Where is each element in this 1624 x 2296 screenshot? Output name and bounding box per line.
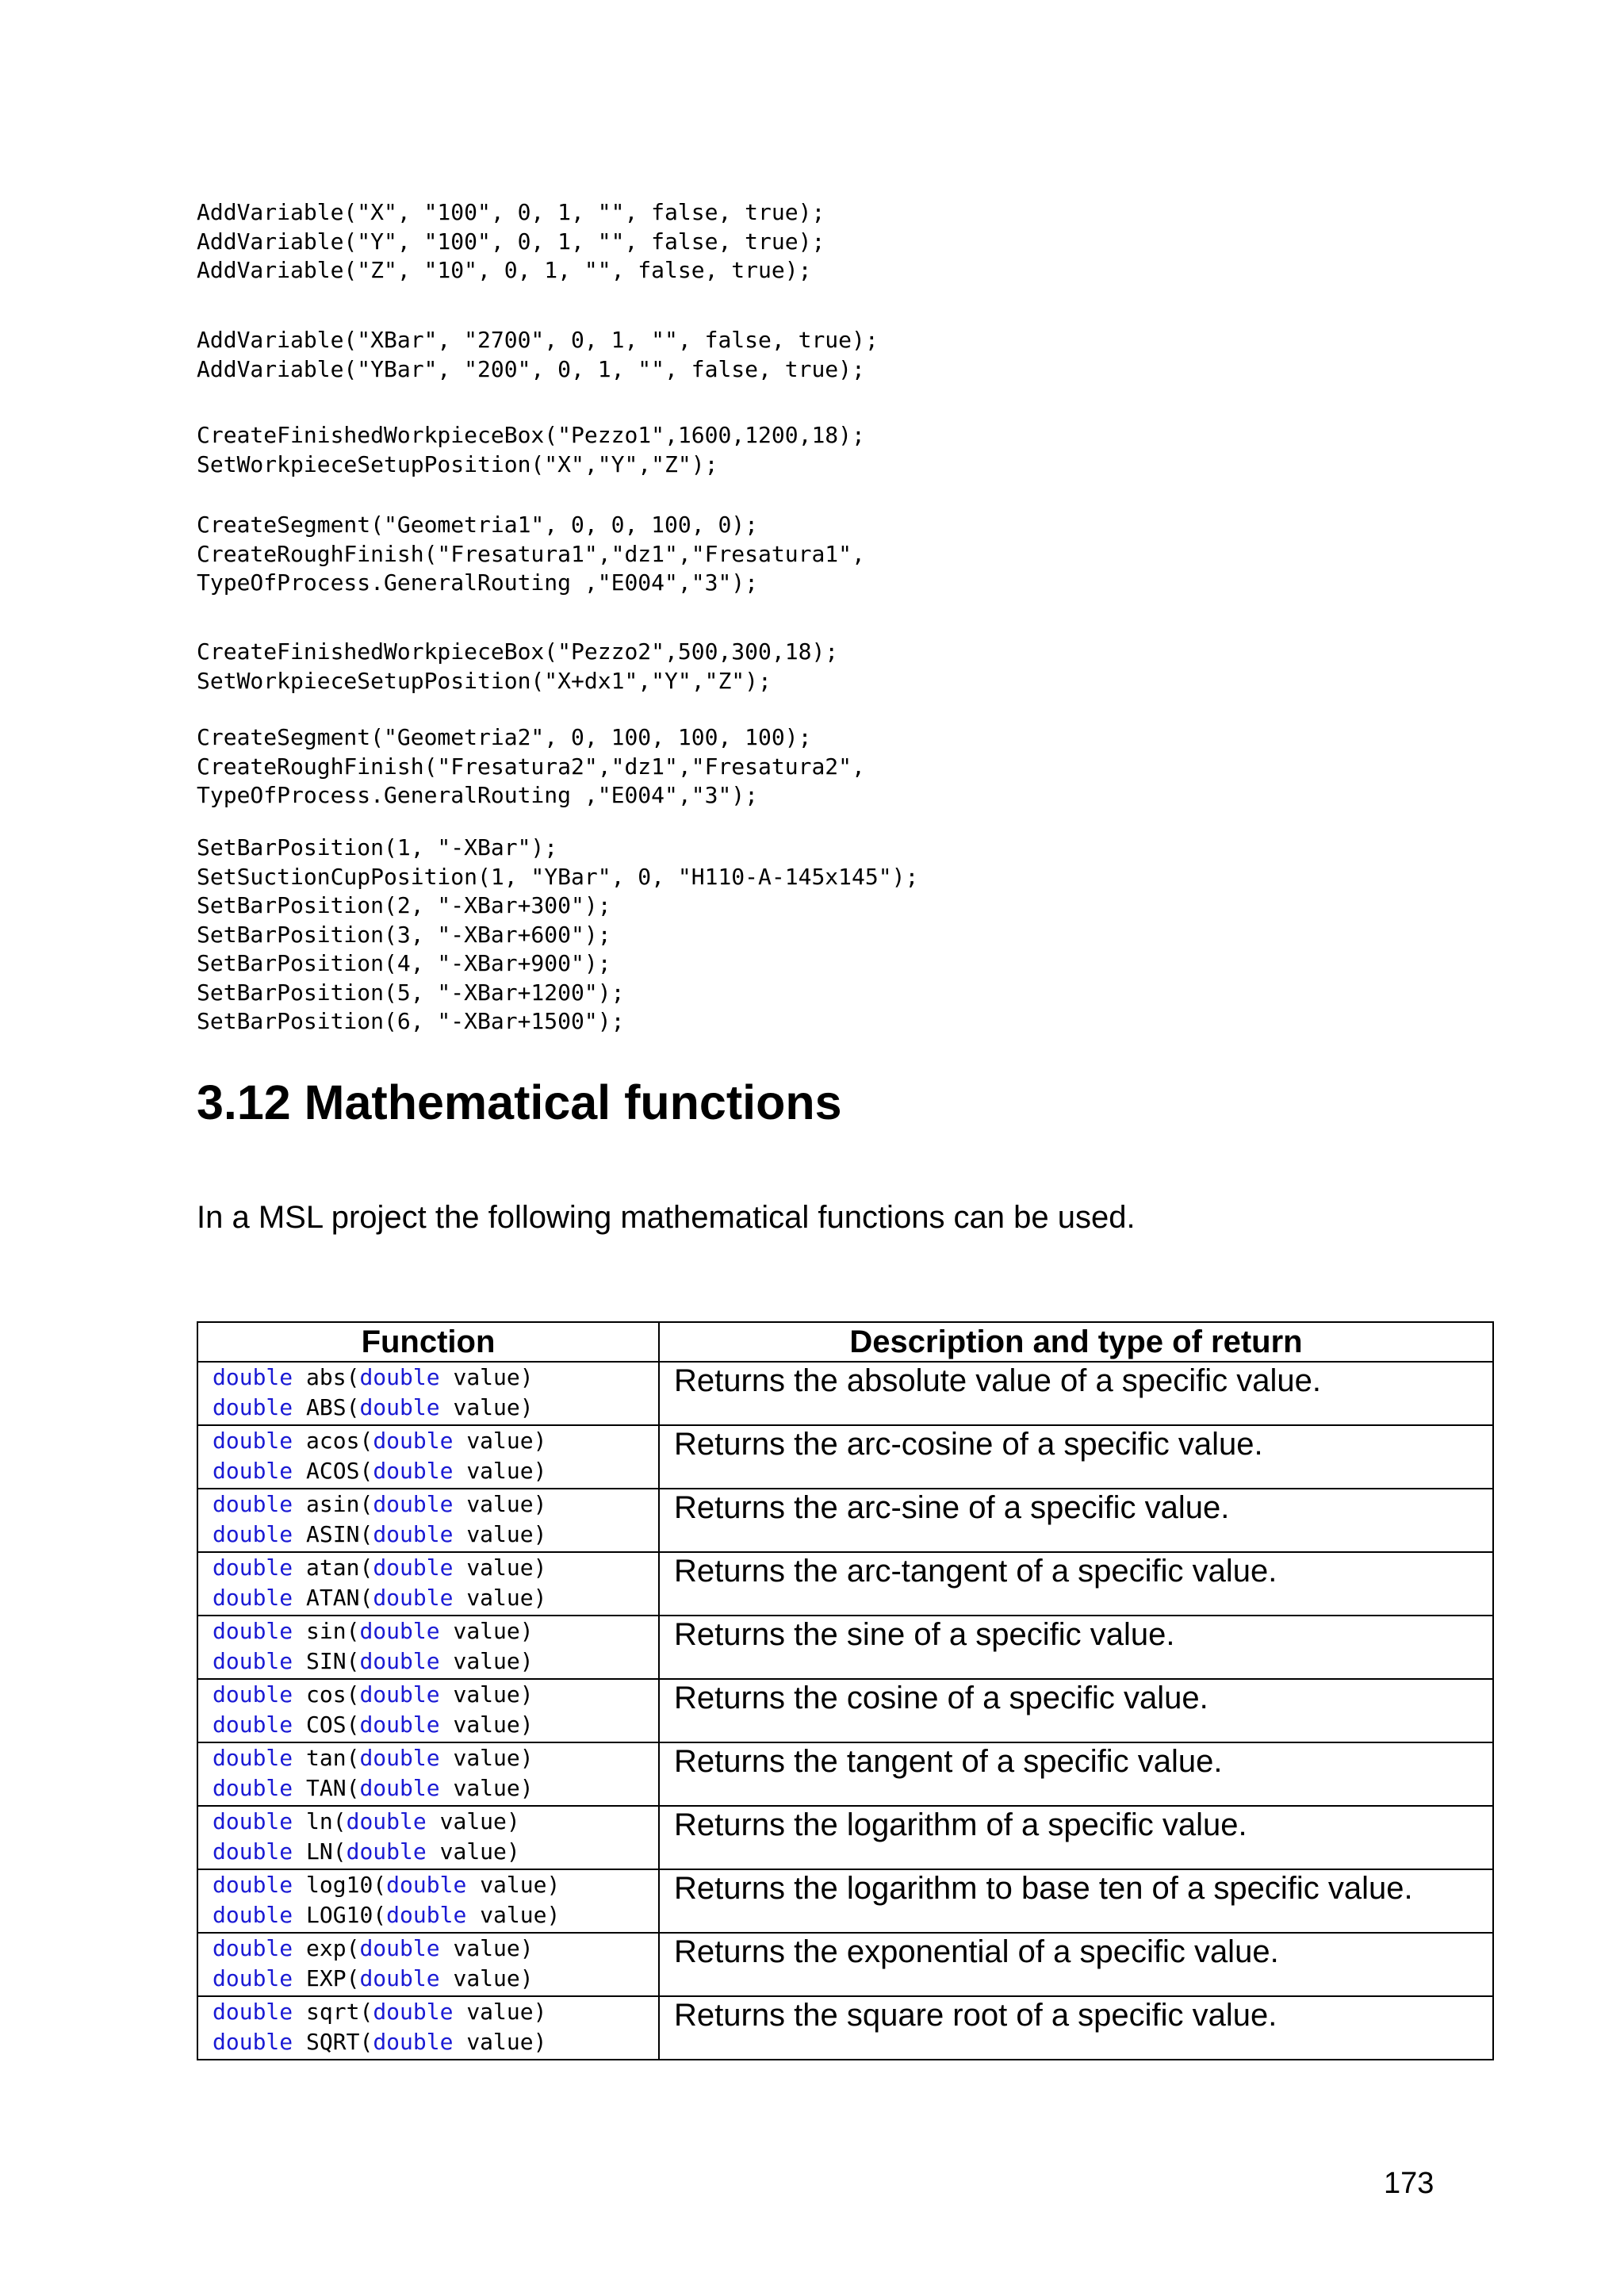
param-type-keyword: double [346,1808,427,1834]
function-signature [213,1997,658,2027]
param-name: value) [466,1999,547,2025]
param-name: value) [453,1965,534,1991]
function-name: acos( [306,1428,373,1454]
function-name: tan( [306,1745,360,1771]
function-signatures [197,1552,659,1616]
param-type-keyword: double [359,1618,440,1644]
code-block [197,198,825,286]
code-block [197,421,865,479]
function-signatures [197,1489,659,1552]
param-type-keyword: double [373,1458,454,1484]
code-line: AddVariable("XBar", "2700", 0, 1, "", false, true); [197,327,879,353]
return-type-keyword: double [213,1648,293,1674]
function-name: ln( [306,1808,347,1834]
code-line: CreateRoughFinish("Fresatura1","dz1","Fresatura1", [197,540,865,567]
function-description: Returns the absolute value of a specific value. [659,1362,1493,1425]
function-signature [213,1837,658,1867]
function-signature [213,1456,658,1486]
function-description: Returns the exponential of a specific value. [659,1933,1493,1996]
function-signatures [197,1869,659,1933]
return-type-keyword: double [213,1999,293,2025]
section-intro: In a MSL project the following mathematical functions can be used. [197,1200,1136,1235]
function-description: Returns the tangent of a specific value. [659,1742,1493,1806]
function-name: asin( [306,1491,373,1517]
code-line: SetBarPosition(4, "-XBar+900"); [197,950,611,976]
return-type-keyword: double [213,1554,293,1581]
code-line: SetSuctionCupPosition(1, "YBar", 0, "H110-A-145x145"); [197,863,919,890]
param-name: value) [466,2029,547,2055]
return-type-keyword: double [213,1491,293,1517]
function-name: ASIN( [306,1521,373,1547]
function-signature [213,1934,658,1964]
page-number: 173 [1384,2167,1434,2200]
return-type-keyword: double [213,1775,293,1801]
param-type-keyword: double [346,1838,427,1865]
function-signatures [197,1425,659,1489]
param-type-keyword: double [373,1554,454,1581]
param-type-keyword: double [359,1711,440,1738]
param-type-keyword: double [373,1585,454,1611]
param-type-keyword: double [373,1428,454,1454]
function-signature [213,1520,658,1550]
function-signatures [197,1996,659,2060]
param-type-keyword: double [373,1521,454,1547]
code-block [197,326,879,384]
function-name: ABS( [306,1394,360,1420]
param-name: value) [480,1902,561,1928]
function-name: sin( [306,1618,360,1644]
param-name: value) [466,1585,547,1611]
return-type-keyword: double [213,2029,293,2055]
table-row [197,1362,1493,1425]
table-row [197,1425,1493,1489]
return-type-keyword: double [213,1394,293,1420]
function-name: atan( [306,1554,373,1581]
param-name: value) [466,1491,547,1517]
return-type-keyword: double [213,1935,293,1961]
return-type-keyword: double [213,1711,293,1738]
function-name: LOG10( [306,1902,387,1928]
function-description: Returns the cosine of a specific value. [659,1679,1493,1742]
code-block [197,723,865,811]
code-line: SetWorkpieceSetupPosition("X","Y","Z"); [197,450,718,477]
code-block [197,511,865,598]
return-type-keyword: double [213,1745,293,1771]
return-type-keyword: double [213,1364,293,1390]
code-line: AddVariable("Z", "10", 0, 1, "", false, true); [197,257,812,283]
return-type-keyword: double [213,1585,293,1611]
return-type-keyword: double [213,1872,293,1898]
table-row [197,1933,1493,1996]
param-name: value) [453,1394,534,1420]
param-type-keyword: double [359,1681,440,1708]
function-description: Returns the arc-cosine of a specific value. [659,1425,1493,1489]
code-line: SetWorkpieceSetupPosition("X+dx1","Y","Z"); [197,667,772,694]
function-signature [213,1710,658,1740]
function-signature [213,1393,658,1423]
function-signature [213,1870,658,1900]
function-description: Returns the logarithm of a specific value. [659,1806,1493,1869]
function-name: COS( [306,1711,360,1738]
param-type-keyword: double [373,1999,454,2025]
table-row [197,1679,1493,1742]
function-name: LN( [306,1838,347,1865]
return-type-keyword: double [213,1965,293,1991]
param-name: value) [466,1458,547,1484]
function-name: sqrt( [306,1999,373,2025]
return-type-keyword: double [213,1521,293,1547]
function-name: abs( [306,1364,360,1390]
code-line: CreateFinishedWorkpieceBox("Pezzo1",1600,1200,18); [197,422,865,448]
return-type-keyword: double [213,1808,293,1834]
function-signature [213,1489,658,1520]
function-name: ATAN( [306,1585,373,1611]
param-name: value) [453,1364,534,1390]
table-row [197,1996,1493,2060]
param-name: value) [453,1745,534,1771]
param-name: value) [439,1838,520,1865]
header-description: Description and type of return [659,1322,1493,1362]
param-name: value) [453,1681,534,1708]
function-signatures [197,1806,659,1869]
param-name: value) [480,1872,561,1898]
table-row [197,1806,1493,1869]
param-name: value) [466,1554,547,1581]
param-type-keyword: double [359,1648,440,1674]
function-name: exp( [306,1935,360,1961]
function-name: ACOS( [306,1458,373,1484]
param-type-keyword: double [373,1491,454,1517]
param-name: value) [466,1428,547,1454]
code-line: TypeOfProcess.GeneralRouting ,"E004","3"); [197,569,759,596]
table-header-row [197,1322,1493,1362]
function-signature [213,1773,658,1803]
table-row [197,1616,1493,1679]
code-line: AddVariable("YBar", "200", 0, 1, "", false, true); [197,355,865,382]
table-row [197,1742,1493,1806]
param-name: value) [453,1935,534,1961]
code-line: CreateSegment("Geometria2", 0, 100, 100, 100); [197,724,812,750]
math-functions-table [197,1321,1494,2060]
code-block [197,638,838,696]
code-line: AddVariable("Y", "100", 0, 1, "", false, true); [197,228,825,255]
return-type-keyword: double [213,1902,293,1928]
code-line: SetBarPosition(1, "-XBar"); [197,834,558,861]
function-signature [213,1680,658,1710]
code-line: AddVariable("X", "100", 0, 1, "", false, true); [197,199,825,225]
function-signature [213,1616,658,1646]
function-name: SQRT( [306,2029,373,2055]
param-type-keyword: double [359,1965,440,1991]
function-name: EXP( [306,1965,360,1991]
function-signature [213,1553,658,1583]
return-type-keyword: double [213,1618,293,1644]
code-line: SetBarPosition(6, "-XBar+1500"); [197,1008,625,1034]
function-name: SIN( [306,1648,360,1674]
param-type-keyword: double [386,1872,467,1898]
table-row [197,1869,1493,1933]
code-block [197,834,918,1037]
param-type-keyword: double [359,1364,440,1390]
param-name: value) [466,1521,547,1547]
header-function: Function [197,1322,659,1362]
code-line: SetBarPosition(2, "-XBar+300"); [197,892,611,918]
function-description: Returns the arc-tangent of a specific value. [659,1552,1493,1616]
code-line: TypeOfProcess.GeneralRouting ,"E004","3"); [197,782,759,808]
param-type-keyword: double [359,1394,440,1420]
section-heading: 3.12 Mathematical functions [197,1075,842,1129]
param-type-keyword: double [386,1902,467,1928]
code-line: CreateFinishedWorkpieceBox("Pezzo2",500,300,18); [197,638,839,665]
function-signatures [197,1679,659,1742]
function-signatures [197,1616,659,1679]
function-signature [213,1900,658,1930]
return-type-keyword: double [213,1458,293,1484]
table-row [197,1552,1493,1616]
param-type-keyword: double [359,1745,440,1771]
function-name: cos( [306,1681,360,1708]
function-signature [213,1646,658,1677]
function-name: TAN( [306,1775,360,1801]
param-name: value) [453,1711,534,1738]
function-signature [213,2027,658,2057]
function-description: Returns the square root of a specific value. [659,1996,1493,2060]
code-line: CreateRoughFinish("Fresatura2","dz1","Fresatura2", [197,753,865,780]
function-description: Returns the arc-sine of a specific value. [659,1489,1493,1552]
function-signature [213,1807,658,1837]
param-name: value) [453,1618,534,1644]
code-line: SetBarPosition(3, "-XBar+600"); [197,921,611,948]
code-line: SetBarPosition(5, "-XBar+1200"); [197,979,625,1006]
return-type-keyword: double [213,1838,293,1865]
function-signature [213,1743,658,1773]
function-signature [213,1426,658,1456]
table-row [197,1489,1493,1552]
return-type-keyword: double [213,1681,293,1708]
function-description: Returns the sine of a specific value. [659,1616,1493,1679]
function-signatures [197,1742,659,1806]
function-signature [213,1964,658,1994]
param-type-keyword: double [373,2029,454,2055]
param-type-keyword: double [359,1935,440,1961]
code-line: CreateSegment("Geometria1", 0, 0, 100, 0); [197,512,759,538]
param-name: value) [453,1648,534,1674]
function-description: Returns the logarithm to base ten of a specific value. [659,1869,1493,1933]
function-signature [213,1363,658,1393]
return-type-keyword: double [213,1428,293,1454]
function-name: log10( [306,1872,387,1898]
function-signatures [197,1362,659,1425]
function-signature [213,1583,658,1613]
function-signatures [197,1933,659,1996]
param-type-keyword: double [359,1775,440,1801]
param-name: value) [439,1808,520,1834]
param-name: value) [453,1775,534,1801]
